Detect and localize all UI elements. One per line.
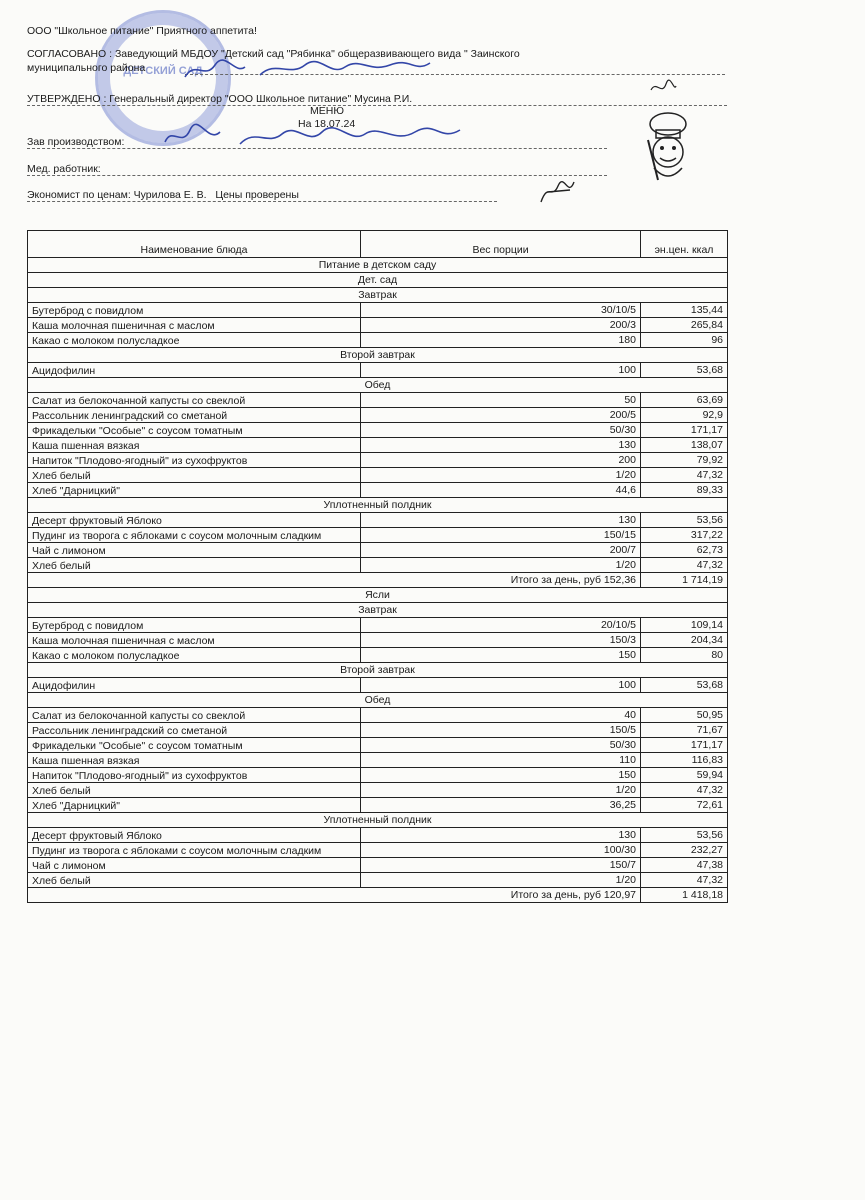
dish-name: Десерт фруктовый Яблоко bbox=[28, 828, 361, 843]
dish-name: Хлеб белый bbox=[28, 873, 361, 888]
dish-kcal: 47,32 bbox=[641, 873, 728, 888]
prices-checked: Цены проверены bbox=[215, 189, 299, 201]
total-label: Итого за день, руб 152,36 bbox=[28, 573, 641, 588]
dish-weight: 100 bbox=[361, 678, 641, 693]
section-row bbox=[28, 273, 728, 288]
dish-row bbox=[28, 558, 728, 573]
dish-row bbox=[28, 513, 728, 528]
dish-kcal: 232,27 bbox=[641, 843, 728, 858]
section-title: Ясли bbox=[28, 588, 728, 603]
dish-weight: 180 bbox=[361, 333, 641, 348]
section-row bbox=[28, 258, 728, 273]
dish-weight: 40 bbox=[361, 708, 641, 723]
dish-row bbox=[28, 618, 728, 633]
dish-kcal: 50,95 bbox=[641, 708, 728, 723]
dish-row bbox=[28, 678, 728, 693]
dish-weight: 1/20 bbox=[361, 468, 641, 483]
dish-weight: 50 bbox=[361, 393, 641, 408]
dish-weight: 150 bbox=[361, 648, 641, 663]
dish-weight: 20/10/5 bbox=[361, 618, 641, 633]
dish-name: Десерт фруктовый Яблоко bbox=[28, 513, 361, 528]
production-signature bbox=[160, 122, 470, 152]
dish-name: Какао с молоком полусладкое bbox=[28, 648, 361, 663]
section-row bbox=[28, 348, 728, 363]
dish-name: Бутерброд с повидлом bbox=[28, 303, 361, 318]
section-title: Завтрак bbox=[28, 603, 728, 618]
dish-kcal: 171,17 bbox=[641, 738, 728, 753]
dish-kcal: 53,56 bbox=[641, 513, 728, 528]
dish-row bbox=[28, 363, 728, 378]
dish-kcal: 47,32 bbox=[641, 558, 728, 573]
dish-name: Салат из белокочанной капусты со свеклой bbox=[28, 393, 361, 408]
dish-name: Каша молочная пшеничная с маслом bbox=[28, 318, 361, 333]
dish-row bbox=[28, 783, 728, 798]
dish-row bbox=[28, 393, 728, 408]
dish-row bbox=[28, 723, 728, 738]
dish-name: Чай с лимоном bbox=[28, 858, 361, 873]
dish-kcal: 171,17 bbox=[641, 423, 728, 438]
agreed-line-1: СОГЛАСОВАНО : Заведующий МБДОУ "Детский сад "Рябинка" общеразвивающего вида " Заинского bbox=[27, 48, 520, 60]
section-title: Дет. сад bbox=[28, 273, 728, 288]
dish-kcal: 109,14 bbox=[641, 618, 728, 633]
economist-signature-line bbox=[27, 201, 497, 202]
dish-name: Ацидофилин bbox=[28, 678, 361, 693]
dish-name: Хлеб белый bbox=[28, 468, 361, 483]
dish-weight: 36,25 bbox=[361, 798, 641, 813]
dish-row bbox=[28, 438, 728, 453]
dish-kcal: 72,61 bbox=[641, 798, 728, 813]
dish-weight: 50/30 bbox=[361, 423, 641, 438]
section-row bbox=[28, 588, 728, 603]
dish-row bbox=[28, 648, 728, 663]
section-title: Второй завтрак bbox=[28, 663, 728, 678]
dish-weight: 150/5 bbox=[361, 723, 641, 738]
total-kcal: 1 714,19 bbox=[641, 573, 728, 588]
dish-weight: 1/20 bbox=[361, 783, 641, 798]
section-title: Второй завтрак bbox=[28, 348, 728, 363]
economist-line bbox=[27, 189, 299, 201]
dish-name: Бутерброд с повидлом bbox=[28, 618, 361, 633]
dish-kcal: 53,68 bbox=[641, 678, 728, 693]
dish-weight: 44,6 bbox=[361, 483, 641, 498]
total-kcal: 1 418,18 bbox=[641, 888, 728, 903]
dish-row bbox=[28, 423, 728, 438]
section-row bbox=[28, 288, 728, 303]
company-name: ООО "Школьное питание" Приятного аппетита! bbox=[27, 25, 257, 37]
dish-row bbox=[28, 333, 728, 348]
dish-row bbox=[28, 738, 728, 753]
dish-name: Какао с молоком полусладкое bbox=[28, 333, 361, 348]
section-row bbox=[28, 498, 728, 513]
dish-kcal: 62,73 bbox=[641, 543, 728, 558]
menu-table bbox=[27, 230, 728, 903]
dish-row bbox=[28, 468, 728, 483]
dish-weight: 200/7 bbox=[361, 543, 641, 558]
dish-row bbox=[28, 543, 728, 558]
production-head-label: Зав производством: bbox=[27, 136, 125, 148]
dish-row bbox=[28, 633, 728, 648]
section-row bbox=[28, 663, 728, 678]
dish-kcal: 79,92 bbox=[641, 453, 728, 468]
dish-weight: 200 bbox=[361, 453, 641, 468]
dish-row bbox=[28, 528, 728, 543]
column-header-kcal: эн.цен. ккал bbox=[641, 231, 728, 258]
dish-name: Каша пшенная вязкая bbox=[28, 438, 361, 453]
dish-row bbox=[28, 798, 728, 813]
dish-row bbox=[28, 303, 728, 318]
dish-row bbox=[28, 453, 728, 468]
dish-weight: 130 bbox=[361, 828, 641, 843]
dish-kcal: 138,07 bbox=[641, 438, 728, 453]
dish-name: Напиток "Плодово-ягодный" из сухофруктов bbox=[28, 453, 361, 468]
dish-kcal: 53,56 bbox=[641, 828, 728, 843]
column-header-dish: Наименование блюда bbox=[28, 231, 361, 258]
economist-name: Экономист по ценам: Чурилова Е. В. bbox=[27, 189, 207, 201]
dish-kcal: 80 bbox=[641, 648, 728, 663]
section-title: Уплотненный полдник bbox=[28, 498, 728, 513]
chef-logo-icon bbox=[636, 110, 700, 190]
dish-weight: 50/30 bbox=[361, 738, 641, 753]
dish-row bbox=[28, 708, 728, 723]
dish-name: Хлеб "Дарницкий" bbox=[28, 483, 361, 498]
dish-weight: 150/7 bbox=[361, 858, 641, 873]
section-row bbox=[28, 603, 728, 618]
dish-name: Салат из белокочанной капусты со свеклой bbox=[28, 708, 361, 723]
dish-name: Пудинг из творога с яблоками с соусом молочным сладким bbox=[28, 528, 361, 543]
stamp-text: ДЕТСКИЙ САД bbox=[123, 65, 203, 77]
dish-name: Хлеб белый bbox=[28, 558, 361, 573]
dish-weight: 130 bbox=[361, 438, 641, 453]
dish-name: Рассольник ленинградский со сметаной bbox=[28, 408, 361, 423]
dish-kcal: 89,33 bbox=[641, 483, 728, 498]
dish-name: Ацидофилин bbox=[28, 363, 361, 378]
section-title: Обед bbox=[28, 693, 728, 708]
column-header-weight: Вес порции bbox=[361, 231, 641, 258]
dish-kcal: 63,69 bbox=[641, 393, 728, 408]
section-row bbox=[28, 693, 728, 708]
dish-row bbox=[28, 858, 728, 873]
section-row bbox=[28, 378, 728, 393]
menu-title: МЕНЮ bbox=[310, 105, 344, 117]
dish-kcal: 53,68 bbox=[641, 363, 728, 378]
dish-name: Хлеб белый bbox=[28, 783, 361, 798]
total-row bbox=[28, 888, 728, 903]
dish-kcal: 265,84 bbox=[641, 318, 728, 333]
dish-kcal: 96 bbox=[641, 333, 728, 348]
medic-signature-line bbox=[27, 175, 607, 176]
dish-row bbox=[28, 873, 728, 888]
dish-name: Напиток "Плодово-ягодный" из сухофруктов bbox=[28, 768, 361, 783]
table-header-row bbox=[28, 231, 728, 258]
section-title: Уплотненный полдник bbox=[28, 813, 728, 828]
dish-name: Каша молочная пшеничная с маслом bbox=[28, 633, 361, 648]
total-label: Итого за день, руб 120,97 bbox=[28, 888, 641, 903]
dish-weight: 1/20 bbox=[361, 558, 641, 573]
dish-kcal: 116,83 bbox=[641, 753, 728, 768]
dish-row bbox=[28, 828, 728, 843]
section-title: Обед bbox=[28, 378, 728, 393]
dish-row bbox=[28, 318, 728, 333]
dish-kcal: 317,22 bbox=[641, 528, 728, 543]
approved-signature bbox=[648, 78, 678, 98]
dish-name: Фрикадельки "Особые" с соусом томатным bbox=[28, 738, 361, 753]
dish-weight: 100 bbox=[361, 363, 641, 378]
dish-weight: 200/5 bbox=[361, 408, 641, 423]
dish-name: Хлеб "Дарницкий" bbox=[28, 798, 361, 813]
dish-row bbox=[28, 483, 728, 498]
dish-name: Каша пшенная вязкая bbox=[28, 753, 361, 768]
dish-kcal: 47,38 bbox=[641, 858, 728, 873]
dish-weight: 150/3 bbox=[361, 633, 641, 648]
dish-name: Чай с лимоном bbox=[28, 543, 361, 558]
dish-weight: 100/30 bbox=[361, 843, 641, 858]
section-title: Питание в детском саду bbox=[28, 258, 728, 273]
dish-name: Пудинг из творога с яблоками с соусом молочным сладким bbox=[28, 843, 361, 858]
dish-weight: 200/3 bbox=[361, 318, 641, 333]
menu-date: На 18.07.24 bbox=[298, 118, 356, 130]
dish-kcal: 47,32 bbox=[641, 468, 728, 483]
agreed-line-2: муниципального района bbox=[27, 62, 146, 74]
section-title: Завтрак bbox=[28, 288, 728, 303]
dish-kcal: 135,44 bbox=[641, 303, 728, 318]
dish-row bbox=[28, 843, 728, 858]
dish-weight: 1/20 bbox=[361, 873, 641, 888]
dish-weight: 130 bbox=[361, 513, 641, 528]
dish-row bbox=[28, 768, 728, 783]
medic-label: Мед. работник: bbox=[27, 163, 101, 175]
dish-kcal: 92,9 bbox=[641, 408, 728, 423]
total-row bbox=[28, 573, 728, 588]
dish-name: Фрикадельки "Особые" с соусом томатным bbox=[28, 423, 361, 438]
dish-name: Рассольник ленинградский со сметаной bbox=[28, 723, 361, 738]
dish-weight: 150 bbox=[361, 768, 641, 783]
dish-kcal: 71,67 bbox=[641, 723, 728, 738]
dish-weight: 150/15 bbox=[361, 528, 641, 543]
dish-kcal: 204,34 bbox=[641, 633, 728, 648]
approved-signature-line bbox=[27, 105, 727, 106]
dish-kcal: 47,32 bbox=[641, 783, 728, 798]
approved-line: УТВЕРЖДЕНО : Генеральный директор "ООО Школьное питание" Мусина Р.И. bbox=[27, 93, 413, 105]
dish-kcal: 59,94 bbox=[641, 768, 728, 783]
dish-row bbox=[28, 753, 728, 768]
dish-row bbox=[28, 408, 728, 423]
director-signature bbox=[180, 55, 440, 85]
economist-signature bbox=[538, 178, 578, 206]
dish-weight: 110 bbox=[361, 753, 641, 768]
dish-weight: 30/10/5 bbox=[361, 303, 641, 318]
section-row bbox=[28, 813, 728, 828]
